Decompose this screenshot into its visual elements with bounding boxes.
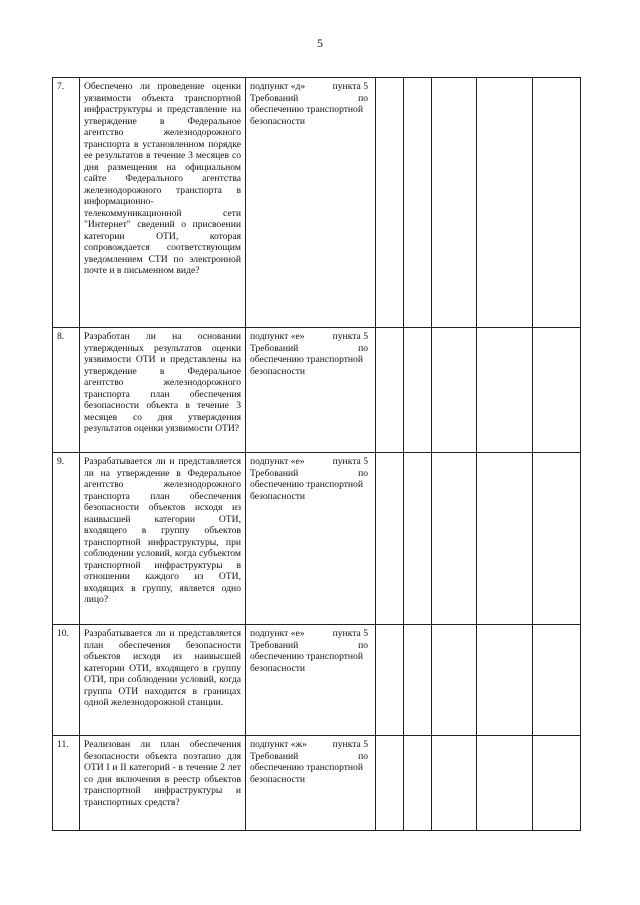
- ref-document-title: обеспечению транспортной безопасности: [250, 762, 363, 785]
- ref-document-title: обеспечению транспортной безопасности: [250, 651, 363, 674]
- legal-reference: [246, 78, 376, 328]
- answer-yes-cell: [376, 453, 404, 625]
- ref-subclause: подпункт «е»: [250, 331, 305, 342]
- note-cell: [477, 736, 533, 831]
- ref-subclause: подпункт «е»: [250, 628, 305, 639]
- question-text: Разработан ли на основании утвержденных результатов оценки уязвимости ОТИ и представлены на утверждение в Федеральное агентство железнодорожного транспорта план обеспечения безопасности объекта в течение 3 месяцев со дня утверждения результатов оценки уязвимости ОТИ?: [80, 328, 246, 453]
- note-cell: [477, 328, 533, 453]
- note-cell: [477, 453, 533, 625]
- ref-preposition: по: [358, 92, 368, 104]
- ref-document: Требований: [250, 92, 299, 104]
- note-cell: [477, 78, 533, 328]
- row-number: 11.: [53, 736, 80, 831]
- extra-cell: [533, 453, 581, 625]
- answer-na-cell: [432, 736, 477, 831]
- ref-subclause: подпункт «е»: [250, 456, 305, 467]
- answer-no-cell: [404, 453, 432, 625]
- answer-no-cell: [404, 328, 432, 453]
- question-text: Разрабатывается ли и представляется ли на утверждение в Федеральное агентство железнодорожного транспорта план обеспечения безопасности объектов исходя из наивысшей категории ОТИ, входящего в группу объектов транспортной инфраструктуры, при соблюдении условий, когда субъектом транспортной инфраструктуры в отношении каждого из ОТИ, входящих в группу, является одно лицо?: [80, 453, 246, 625]
- ref-clause: пункта 5: [332, 331, 368, 342]
- ref-document: Требований: [250, 750, 299, 762]
- ref-preposition: по: [358, 639, 368, 651]
- question-text: Обеспечено ли проведение оценки уязвимости объекта транспортной инфраструктуры и представление на утверждение в Федеральное агентство железнодорожного транспорта в установленном порядке ее результатов в течение 3 месяцев со дня размещения на официальном сайте Федерального агентства железнодорожного транспорта в информационно-телекоммуникационной сети "Интернет" сведений о присвоении категории ОТИ, которая сопровождается соответствующим уведомлением СТИ по электронной почте и в письменном виде?: [80, 78, 246, 328]
- row-number: 7.: [53, 78, 80, 328]
- ref-preposition: по: [358, 750, 368, 762]
- legal-reference: [246, 453, 376, 625]
- answer-no-cell: [404, 736, 432, 831]
- ref-preposition: по: [358, 342, 368, 354]
- row-number: 8.: [53, 328, 80, 453]
- ref-subclause: подпункт «ж»: [250, 739, 307, 750]
- ref-document: Требований: [250, 467, 299, 479]
- ref-clause: пункта 5: [332, 628, 368, 639]
- answer-na-cell: [432, 328, 477, 453]
- ref-document-title: обеспечению транспортной безопасности: [250, 104, 363, 127]
- question-text: Реализован ли план обеспечения безопасности объекта поэтапно для ОТИ I и II категорий - в течение 2 лет со дня включения в реестр объектов транспортной инфраструктуры и транспортных средств?: [80, 736, 246, 831]
- question-text: Разрабатывается ли и представляется план обеспечения безопасности объектов исходя из наивысшей категории ОТИ, входящего в группу ОТИ, при соблюдении условий, когда группа ОТИ находится в границах одной железнодорожной станции.: [80, 625, 246, 736]
- extra-cell: [533, 328, 581, 453]
- legal-reference: [246, 625, 376, 736]
- extra-cell: [533, 78, 581, 328]
- ref-document: Требований: [250, 342, 299, 354]
- table-row: [53, 625, 581, 736]
- extra-cell: [533, 625, 581, 736]
- extra-cell: [533, 736, 581, 831]
- answer-na-cell: [432, 453, 477, 625]
- table-row: [53, 78, 581, 328]
- page-number: 5: [317, 36, 323, 50]
- answer-yes-cell: [376, 736, 404, 831]
- ref-document: Требований: [250, 639, 299, 651]
- ref-clause: пункта 5: [332, 81, 368, 92]
- answer-no-cell: [404, 625, 432, 736]
- legal-reference: [246, 328, 376, 453]
- note-cell: [477, 625, 533, 736]
- ref-document-title: обеспечению транспортной безопасности: [250, 479, 363, 502]
- answer-yes-cell: [376, 78, 404, 328]
- row-number: 10.: [53, 625, 80, 736]
- ref-clause: пункта 5: [332, 739, 368, 750]
- answer-yes-cell: [376, 328, 404, 453]
- table-row: [53, 453, 581, 625]
- table-row: [53, 736, 581, 831]
- ref-subclause: подпункт «д»: [250, 81, 306, 92]
- answer-yes-cell: [376, 625, 404, 736]
- checklist-table: [52, 77, 581, 831]
- answer-na-cell: [432, 78, 477, 328]
- answer-no-cell: [404, 78, 432, 328]
- answer-na-cell: [432, 625, 477, 736]
- legal-reference: [246, 736, 376, 831]
- row-number: 9.: [53, 453, 80, 625]
- ref-clause: пункта 5: [332, 456, 368, 467]
- table-row: [53, 328, 581, 453]
- ref-document-title: обеспечению транспортной безопасности: [250, 354, 363, 377]
- ref-preposition: по: [358, 467, 368, 479]
